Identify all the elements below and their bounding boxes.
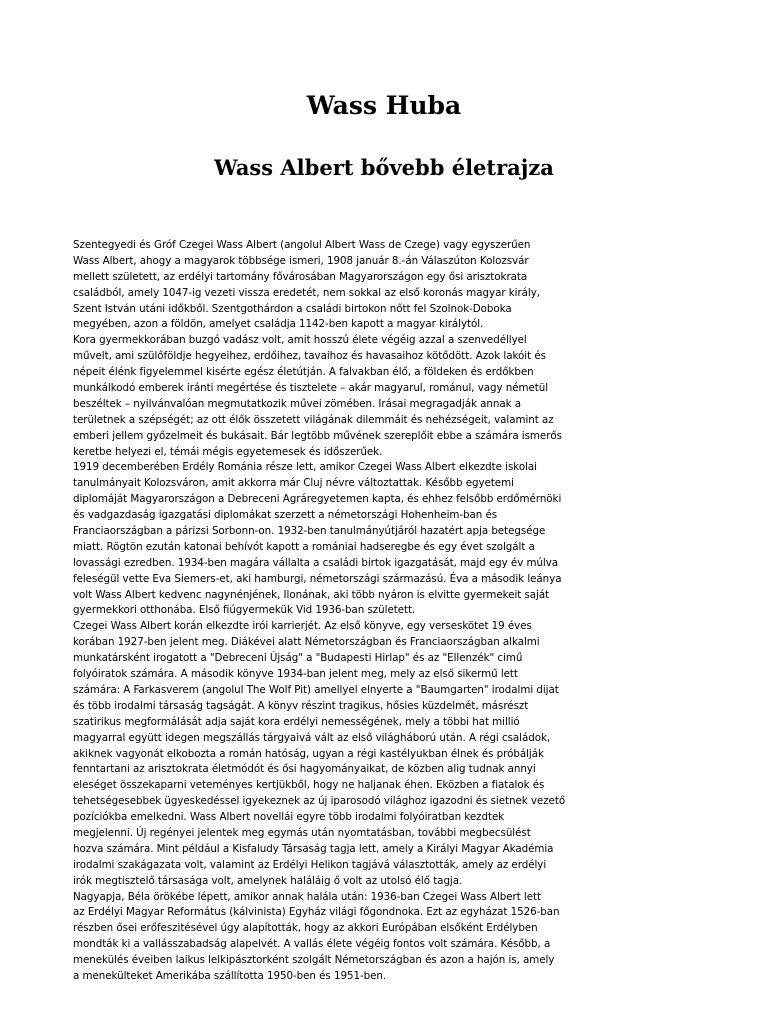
text-line: és vadgazdaság igazgatási diplomákat szerzett a németországi Hohenheim-ban és [73,509,498,522]
text-line: miatt. Rögtön ezután katonai behívót kapott a romániai hadseregbe és egy évet szolgált a [73,540,535,553]
text-line: korában 1927-ben jelent meg. Diákévei alatt Németországban és Franciaországban alkalmi [73,636,540,649]
text-line: pozíciókba emelkedni. Wass Albert novellái egyre több irodalmi folyóiratban kezdtek [73,811,505,824]
text-line: gyermekkori otthonába. Első fiúgyermekük Vid 1936-ban született. [73,604,416,617]
text-line: Franciaországban a párizsi Sorbonn-on. 1932-ben tanulmányútjáról hazatért apja betegsége [73,525,546,538]
text-line: Kora gyermekkorában buzgó vadász volt, amit hosszú élete végéig azzal a szenvedéllyel [73,334,527,347]
text-line: művelt, ami szülőföldje hegyeihez, erdőihez, tavaihoz és havasaihoz kötődött. Azok lakóit és [73,350,546,363]
text-line: beszéltek – nyilvánvalóan megmutatkozik művei zömében. Irásai megragadják annak a [73,397,521,410]
text-line: lovassági ezredben. 1934-ben magára vállalta a családi birtok igazgatását, majd egy év múlva [73,556,559,569]
text-line: volt Wass Albert kedvenc nagynénjének, Ilonának, aki több nyáron is elvitte gyermekeit saját [73,588,550,601]
text-line: feleségül vette Eva Siemers-et, aki hamburgi, németországi származású. Éva a második leánya [73,572,562,585]
text-line: Szent István utáni időkből. Szentgothárdon a családi birtokon nőtt fel Szolnok-Doboka [73,302,512,315]
text-line: tehetségesebbek ügyeskedéssel igyekeznek az új iparosodó világhoz igazodni és sietnek vezető [73,795,566,808]
text-line: Wass Albert, ahogy a magyarok többsége ismeri, 1908 január 8.-án Válaszúton Kolozsvár [73,254,529,267]
text-line: folyóiratok számára. A második könyve 1934-ban jelent meg, mely az első sikermű lett [73,668,518,681]
text-line: keretbe helyezi el, témái mégis egyetemesek és időszerűek. [73,445,383,458]
text-line: akiknek vagyonát elkobozta a román hatóság, ugyan a régi kastélyukban élnek és próbálják [73,747,544,760]
text-line: diplomáját Magyarországon a Debreceni Agráregyetemen kapta, és ehhez felsőbb erdőmérnöki [73,493,562,506]
text-line: és több irodalmi társaság tagságát. A könyv részint tragikus, hősies küzdelmét, másrészt [73,699,529,712]
body-text [73,238,693,985]
text-line: Szentegyedi és Gróf Czegei Wass Albert (angolul Albert Wass de Czege) vagy egyszerűen [73,239,531,251]
text-line: irodalmi szakágazata volt, valamint az Erdélyi Helikon tagjává választották, amely az erdélyi [73,858,547,871]
text-line: népeit élénk figyelemmel kisérte egész életútján. A falvakban élő, a földeken és erdőkben [73,366,534,379]
text-line: munkatársként irogatott a "Debreceni Újság" a "Budapesti Hirlap" és az "Ellenzék" cimű [73,652,523,665]
text-line: számára: A Farkasverem (angolul The Wolf Pit) amellyel elnyerte a "Baumgarten" irodalmi dijat [73,683,559,696]
text-line: családból, amely 1047-ig vezeti vissza eredetét, nem sokkal az első koronás magyar király, [73,286,540,299]
text-line: a menekülteket Amerikába szállította 1950-ben és 1951-ben. [73,969,387,982]
text-line: megjelenni. Új regényei jelentek meg egymás után nyomtatásban, további megbecsülést [73,826,531,839]
text-line: hozva számára. Mint például a Kisfaludy Társaság tagja lett, amely a Királyi Magyar Akadémia [73,842,554,855]
text-line: mondták ki a vallásszabadság alapelvét. A vallás élete végéig fontos volt számára. Később, a [73,938,551,951]
text-line: Czegei Wass Albert korán elkezdte irói karrierjét. Az első könyve, egy verseskötet 19 éves [73,620,532,633]
text-line: tanulmányait Kolozsváron, amit akkorra már Cluj névre változtattak. Később egyetemi [73,477,514,490]
text-line: részben ősei erőfeszitésével úgy alapították, hogy az akkori Európában elsőként Erdélyben [73,922,538,935]
text-line: eleséget összekaparni veteményes kertjükből, hogy ne haljanak éhen. Eközben a fiatalok és [73,779,545,792]
text-line: fenntartani az arisztokrata életmódót és ősi hagyományaikat, de közben alig tudnak annyi [73,763,536,776]
text-line: munkálkodó emberek iránti megértése és tisztelete – akár magyarul, románul, vagy németül [73,382,549,395]
text-line: magyarral együtt idegen megszállás tárgyaivá vált az első világháború után. A régi családok, [73,731,551,744]
text-line: mellett született, az erdélyi tartomány fővárosában Magyarországon egy ősi arisztokrata [73,270,528,283]
author-heading: Wass Huba [306,91,462,120]
document-title: Wass Albert bővebb életrajza [214,155,554,180]
text-line: irók megtisztelő társasága volt, amelynek haláláig ő volt az utolsó élő tagja. [73,874,463,887]
text-line: területnek a szépségét; az ott élők összetett világának dilemmáit és nehézségeit, valamint az [73,413,554,426]
text-line: emberi jellem győzelmeit és bukásait. Bár legtöbb művének szereplőit ebbe a számára ismerős [73,429,562,442]
text-line: megyében, azon a földön, amelyet családja 1142-ben kapott a magyar királytól. [73,318,484,331]
text-line: menekülés éveiben laikus lelkipásztorként szolgált Németországban és azon a hajón is, amely [73,954,555,967]
text-line: az Erdélyi Magyar Református (kálvinista) Egyház világi főgondnoka. Ezt az egyházat 1526-ban [73,906,560,919]
text-line: Nagyapja, Béla örökébe lépett, amikor annak halála után: 1936-ban Czegei Wass Albert lett [73,890,541,903]
text-line: 1919 decemberében Erdély Románia része lett, amikor Czegei Wass Albert elkezdte iskolai [73,461,537,474]
text-line: szatirikus megformálását adja saját kora erdélyi nemességének, mely a többi hat millió [73,715,520,728]
